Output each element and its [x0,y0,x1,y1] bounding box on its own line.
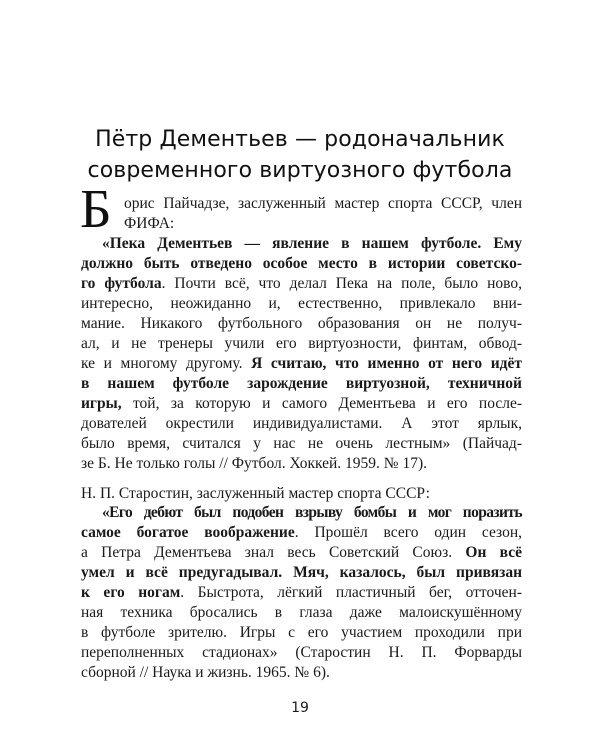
quote1-line-2 [81,253,522,274]
quote2-line-3-bold: Он всё [465,544,522,561]
drop-cap: Б [80,178,112,239]
quote2-line-8: переполненных стадионах» (Старостин Н. П. Форварды [81,644,522,661]
quote1-line-8-text: в нашем футболе зарождение виртуозной, техничной [81,375,522,392]
quote1-line-10: дователей окрестили индивидуалистами. А этот ярлык, [81,415,522,432]
quote2-line-2-text: . Прошёл всего один сезон, [294,524,522,541]
quote1-line-4: интересно, неожиданно и, естественно, привлекало вни- [81,295,522,312]
quote2-line-1 [102,502,522,523]
quote1-line-7-bold: Я считаю, что именно от него идёт [251,355,522,372]
quote2-line-3-text: а Петра Дементьева знал весь Советский Союз. [81,544,466,561]
quote2-line-5 [81,582,522,603]
quote1-line-9 [81,393,522,414]
quote1-line-5: мание. Никакого футбольного образования он не получ- [81,315,522,332]
quote1-line-7-text: ке и многому другому. [81,355,252,372]
quote1-line-6: ал, и не тренеры учили его виртуозности, финтам, обвод- [81,335,522,352]
chapter-title-line-1: Пётр Дементьев — родоначальник [95,127,505,152]
quote1-line-2-text: должно быть отведено особое место в истории советско- [81,255,522,272]
quote1-line-11: было время, считался у нас не очень лестным» (Пайчад- [81,435,522,452]
quote2-line-5-text: . Быстрота, лёгкий пластичный бег, отточен- [180,584,522,601]
quote2-line-4-text: умел и всё предугадывал. Мяч, казалось, был привязан [81,564,522,581]
intro-line-1: орис Пайчадзе, заслуженный мастер спорта СССР, член [124,195,522,212]
quote2-line-6: ная техника бросались в глаза даже малоискушённому [81,604,522,621]
quote1-line-3-text: . Почти всё, что делал Пека на поле, было ново, [161,275,522,292]
page-number: 19 [291,700,309,716]
quote2-line-2-bold: самое богатое воображение [81,524,295,541]
quote1-line-1 [102,233,522,254]
quote1-line-12: зе Б. Не только голы // Футбол. Хоккей. 1959. № 17). [81,455,427,472]
intro-line-2: ФИФА: [124,215,175,232]
quote1-line-9-bold: игры, [81,395,122,412]
quote2-line-1-text: «Его дебют был подобен взрыву бомбы и мог поразить [102,504,522,521]
quote2-line-3 [81,542,522,563]
quote2-line-2 [81,522,522,543]
intro2-line-1: Н. П. Старостин, заслуженный мастер спорта СССР: [81,485,430,502]
quote2-line-5-bold: к его ногам [81,584,181,601]
quote2-line-9: сборной // Наука и жизнь. 1965. № 6). [81,664,330,681]
chapter-title-line-2: современного виртуозного футбола [87,158,513,183]
quote2-line-7: в футболе зрителю. Игры с его участием проходили при [81,624,522,641]
quote1-line-3 [81,273,522,294]
quote1-line-9-text: той, за которую и самого Дементьева и его после- [121,395,522,412]
quote1-line-7 [81,353,522,374]
chapter-title [0,124,600,186]
quote1-line-1-text: «Пека Дементьев — явление в нашем футболе. Ему [102,235,522,252]
quote1-line-3-bold: го футбола [81,275,162,292]
quote2-line-4 [81,562,522,583]
quote1-line-8 [81,373,522,394]
